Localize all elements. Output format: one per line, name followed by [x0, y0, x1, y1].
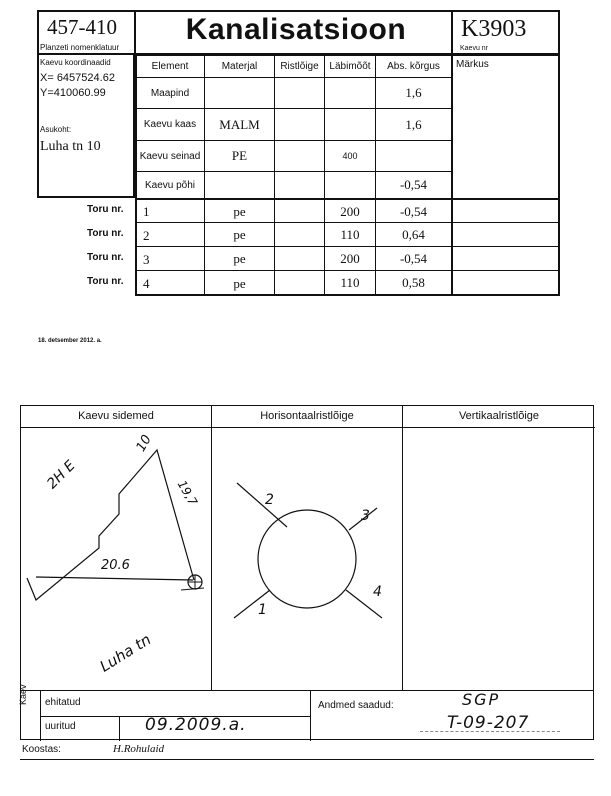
pipe-material: pe — [233, 251, 246, 266]
page-title: Kanalisatsioon — [185, 13, 407, 46]
sketch-label-street: Luha tn — [96, 630, 155, 676]
pipe-line — [237, 483, 287, 527]
data-source-label: Andmed saadud: — [318, 700, 394, 711]
row-abs: -0,54 — [399, 177, 428, 192]
row-element: Kaevu põhi — [144, 179, 196, 191]
nomenclature-number: 457-410 — [47, 15, 117, 39]
row-element: Maapind — [150, 87, 190, 99]
pipe-material: pe — [233, 227, 246, 242]
checked-value: 09.2009.a. — [145, 715, 247, 735]
row-diameter: 400 — [342, 151, 358, 161]
pipe-number-label: 2 — [265, 492, 274, 508]
pipe-no: 2 — [143, 228, 150, 243]
nomenclature-label: Planzeti nomenklatuur — [40, 43, 120, 52]
pipe-diameter: 110 — [340, 274, 360, 290]
pipe-no: 1 — [143, 204, 150, 219]
pipe-number-label: 3 — [361, 508, 370, 524]
diagram-section — [20, 405, 594, 690]
pipe-material: pe — [233, 203, 246, 219]
pipe-label: Toru nr. — [87, 276, 124, 287]
sketch-label-20: 20.6 — [101, 558, 130, 573]
pipe-abs: -0,54 — [399, 250, 428, 266]
row-element: Kaevu kaas — [143, 119, 197, 130]
location-label: Asukoht: — [40, 125, 72, 134]
col-header-element: Element — [151, 60, 189, 72]
horizontal-section-sketch — [212, 428, 402, 691]
col-title-connections: Kaevu sidemed — [78, 410, 154, 422]
well-number: K3903 — [461, 16, 527, 42]
coord-x: X= 6457524.62 — [40, 72, 115, 84]
compiler-label: Koostas: — [22, 744, 61, 755]
checked-label: uuritud — [45, 721, 76, 732]
pipe-material: pe — [233, 275, 246, 291]
well-number-label: Kaevu nr — [460, 45, 489, 52]
col-header-cross: Ristlõige — [280, 60, 319, 72]
pipe-number-label: 1 — [258, 602, 267, 618]
kaev-label: Kaev — [18, 684, 28, 705]
pipe-no: 3 — [143, 252, 150, 267]
data-dash-line — [420, 731, 560, 732]
col-header-diameter: Läbimõõt — [329, 60, 371, 72]
pipe-abs: -0,54 — [399, 203, 428, 219]
col-header-abs: Abs. kõrgus — [387, 60, 440, 72]
row-material: MALM — [219, 116, 260, 132]
row-element: Kaevu seinad — [139, 150, 201, 162]
pipe-diameter: 200 — [340, 203, 360, 219]
row-abs: 1,6 — [405, 116, 422, 132]
sketch-label-10: 10 — [133, 432, 155, 455]
data-source-org: SGP — [462, 690, 501, 709]
data-source-ref: T-09-207 — [447, 713, 530, 733]
coord-y: Y=410060.99 — [40, 87, 106, 99]
col-header-material: Materjal — [221, 60, 258, 72]
pipe-abs: 0,58 — [402, 274, 425, 290]
dimension-line — [36, 577, 193, 580]
built-label: ehitatud — [45, 697, 81, 708]
sketch-label-19: 19,7 — [174, 477, 201, 509]
row-material: PE — [231, 148, 248, 163]
pipe-diameter: 110 — [340, 226, 360, 242]
col-title-horizontal: Horisontaalristlõige — [260, 410, 354, 422]
compiler-name: H.Rohulaid — [113, 743, 165, 755]
location-value: Luha tn 10 — [40, 139, 101, 154]
pipe-label: Toru nr. — [87, 252, 124, 263]
row-abs: 1,6 — [405, 85, 422, 100]
col-header-notes: Märkus — [456, 59, 489, 70]
date-note: 18. detsember 2012. a. — [38, 338, 102, 344]
pipe-no: 4 — [143, 276, 150, 291]
pipe-abs: 0,64 — [402, 226, 425, 242]
top-form — [37, 10, 560, 296]
well-circle — [258, 510, 356, 608]
sketch-label-2he: 2H E — [44, 457, 79, 493]
coords-label: Kaevu koordinaadid — [40, 58, 111, 67]
pipe-label: Toru nr. — [87, 204, 124, 215]
pipe-label: Toru nr. — [87, 228, 124, 239]
pipe-diameter: 200 — [340, 250, 360, 266]
col-title-vertical: Vertikaalristlõige — [458, 410, 540, 422]
pipe-number-label: 4 — [373, 584, 382, 600]
